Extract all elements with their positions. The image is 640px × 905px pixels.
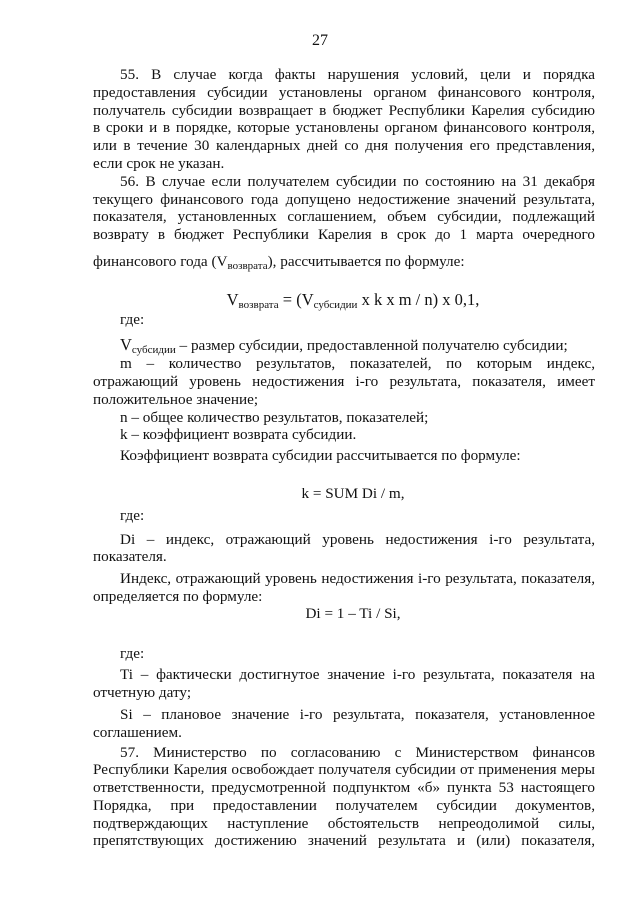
text-span: финансового года (V: [93, 252, 228, 270]
text-line: возврату в бюджет Республики Карелия в срок до 1 марта очередного: [93, 226, 595, 244]
paragraph-56: [93, 173, 595, 271]
definition-v-subsidy: [93, 336, 595, 355]
text-line: [93, 253, 595, 271]
text-line: Ti – фактически достигнутое значение i-го результата, показателя на: [120, 666, 595, 684]
text-line: получатель субсидии возвращает в бюджет Республики Карелия субсидию: [93, 101, 595, 119]
text-line: соглашением.: [93, 723, 182, 741]
subscript: субсидии: [313, 298, 358, 311]
label-where: где:: [120, 310, 145, 328]
label-where: где:: [120, 644, 145, 662]
formula-coefficient: k = SUM Di / m,: [301, 484, 405, 502]
text-line: или в течение 30 календарных дней со дня получения его представления,: [93, 137, 595, 155]
formula-part: x k x m / n) x 0,1,: [357, 289, 480, 309]
symbol: V: [120, 335, 132, 355]
text-line: Si – плановое значение i-го результата, показателя, установленное: [120, 705, 595, 723]
text-line: 55. В случае когда факты нарушения условий, цели и порядка: [120, 66, 595, 83]
definition-si: [93, 706, 595, 742]
page-number: 27: [312, 32, 328, 49]
definition-ti: [93, 666, 595, 702]
formula-part: = (V: [278, 289, 314, 309]
text-line: 56. В случае если получателем субсидии по состоянию на 31 декабря: [120, 172, 595, 190]
text-line: текущего финансового года допущено недостижение значений результата,: [93, 190, 595, 208]
definition-text: – размер субсидии, предоставленной получателю субсидии;: [175, 337, 568, 355]
text-line: подтверждающих наступление обстоятельств непреодолимой силы,: [93, 814, 595, 832]
text-line: m – количество результатов, показателей, по которым индекс,: [120, 355, 595, 373]
text-line: показателя.: [93, 548, 167, 566]
coefficient-intro: Коэффициент возврата субсидии рассчитывается по формуле:: [120, 447, 521, 465]
label-where: где:: [120, 506, 145, 524]
text-line: препятствующих достижению значений результата и (или) показателя,: [93, 832, 595, 850]
text-line: Di – индекс, отражающий уровень недостижения i-го результата,: [120, 530, 595, 548]
text-line: Индекс, отражающий уровень недостижения i-го результата, показателя,: [120, 570, 595, 588]
text-line: если срок не указан.: [93, 154, 225, 172]
formula-part: V: [226, 289, 239, 309]
formula-return-volume: [93, 291, 595, 309]
text-line: в сроки и в порядке, которые установлены органом финансового контроля,: [93, 119, 595, 137]
index-intro: [93, 570, 595, 606]
text-line: Республики Карелия освобождает получателя субсидии от применения меры: [93, 761, 595, 779]
definition-m: [93, 355, 595, 408]
definition-n: n – общее количество результатов, показателей;: [120, 408, 429, 426]
definition-k: k – коэффициент возврата субсидии.: [120, 426, 357, 444]
text-span: ), рассчитывается по формуле:: [267, 252, 465, 270]
subscript: субсидии: [131, 344, 176, 357]
subscript: возврата: [238, 298, 279, 311]
formula-index: Di = 1 – Ti / Si,: [305, 604, 401, 622]
text-line: положительное значение;: [93, 390, 259, 408]
text-line: предоставления субсидии установлены органом финансового контроля,: [93, 83, 595, 101]
text-line: Порядка, при предоставлении получателем субсидии документов,: [93, 796, 595, 814]
definition-di: [93, 531, 595, 567]
text-line: отражающий уровень недостижения i-го результата, показателя, имеет: [93, 372, 595, 390]
paragraph-55: [93, 66, 595, 173]
text-line: показателя, установленных соглашением, объем субсидии, подлежащий: [93, 208, 595, 226]
text-line: ответственности, предусмотренной подпунктом «б» пункта 53 настоящего: [93, 779, 595, 797]
paragraph-57: [93, 744, 595, 851]
text-line: отчетную дату;: [93, 684, 192, 702]
text-line: определяется по формуле:: [93, 587, 263, 605]
document-body: [93, 66, 595, 850]
text-line: 57. Министерство по согласованию с Министерством финансов: [120, 743, 595, 761]
subscript: возврата: [227, 259, 268, 272]
